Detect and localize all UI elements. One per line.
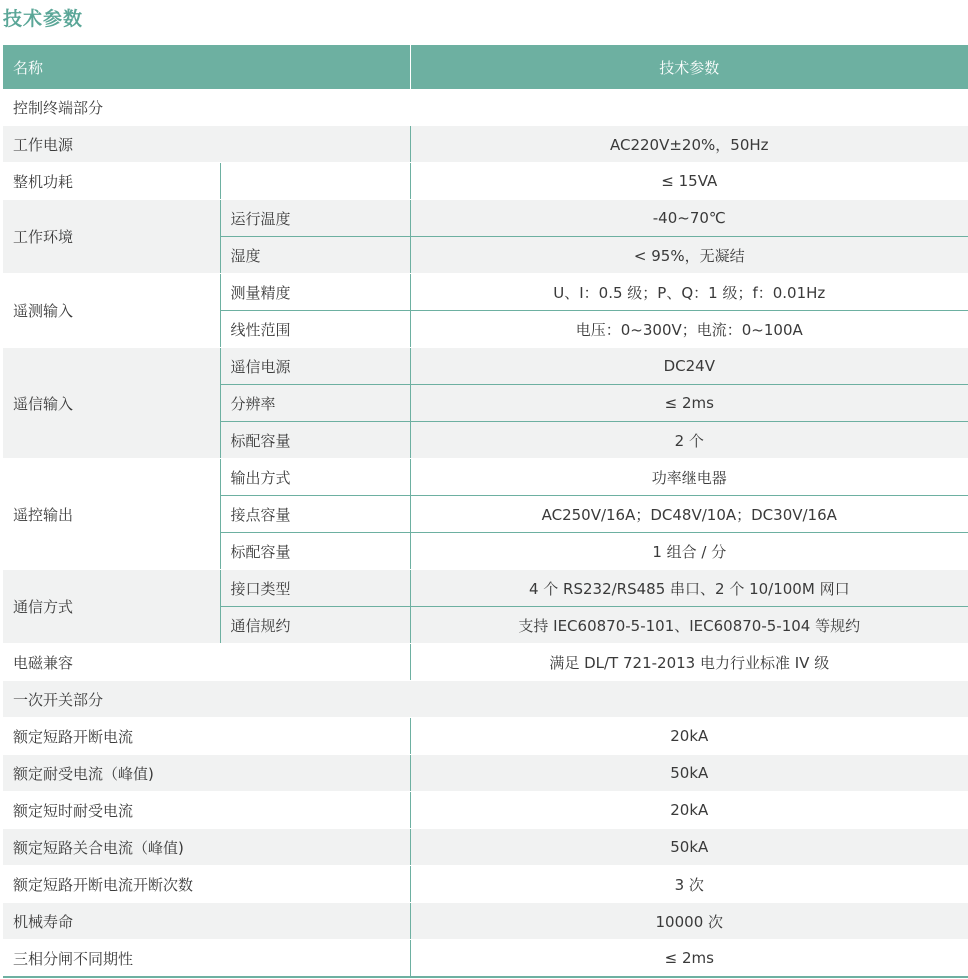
row-name: 额定短路开断电流 <box>3 718 410 755</box>
row-value: 电压：0~300V；电流：0~100A <box>410 311 968 348</box>
table-row <box>3 940 968 978</box>
table-row <box>3 348 968 385</box>
section-title-control: 控制终端部分 <box>3 89 968 126</box>
row-value: 20kA <box>410 718 968 755</box>
row-value: AC220V±20%，50Hz <box>410 126 968 163</box>
row-name: 整机功耗 <box>3 163 220 200</box>
section-title-switch: 一次开关部分 <box>3 681 968 718</box>
row-value: 10000 次 <box>410 903 968 940</box>
row-sub: 线性范围 <box>220 311 410 348</box>
row-value: 功率继电器 <box>410 459 968 496</box>
row-value: ≤ 2ms <box>410 940 968 978</box>
table-row <box>3 570 968 607</box>
group-name: 遥信输入 <box>3 348 220 459</box>
table-row <box>3 459 968 496</box>
row-value: 50kA <box>410 829 968 866</box>
table-row <box>3 755 968 792</box>
row-sub: 分辨率 <box>220 385 410 422</box>
row-value: -40~70℃ <box>410 200 968 237</box>
row-name: 三相分闸不同期性 <box>3 940 410 978</box>
row-sub-empty <box>220 163 410 200</box>
row-sub: 接口类型 <box>220 570 410 607</box>
table-row <box>3 163 968 200</box>
table-row <box>3 644 968 681</box>
table-header-row <box>3 45 968 89</box>
row-sub: 测量精度 <box>220 274 410 311</box>
row-sub: 标配容量 <box>220 422 410 459</box>
row-value: 4 个 RS232/RS485 串口、2 个 10/100M 网口 <box>410 570 968 607</box>
row-sub: 接点容量 <box>220 496 410 533</box>
row-value: 3 次 <box>410 866 968 903</box>
row-sub: 湿度 <box>220 237 410 274</box>
table-row <box>3 200 968 237</box>
group-name: 遥测输入 <box>3 274 220 348</box>
table-row <box>3 866 968 903</box>
row-value: 50kA <box>410 755 968 792</box>
table-row <box>3 792 968 829</box>
spec-table <box>3 45 968 978</box>
row-name: 工作电源 <box>3 126 410 163</box>
group-name: 遥控输出 <box>3 459 220 570</box>
group-name: 通信方式 <box>3 570 220 644</box>
table-row <box>3 274 968 311</box>
section-row <box>3 681 968 718</box>
row-value: U、I：0.5 级；P、Q：1 级；f：0.01Hz <box>410 274 968 311</box>
row-sub: 遥信电源 <box>220 348 410 385</box>
row-name: 机械寿命 <box>3 903 410 940</box>
row-name: 额定短时耐受电流 <box>3 792 410 829</box>
table-row <box>3 718 968 755</box>
row-sub: 通信规约 <box>220 607 410 644</box>
row-value: 2 个 <box>410 422 968 459</box>
row-value: 满足 DL/T 721-2013 电力行业标准 IV 级 <box>410 644 968 681</box>
row-value: 20kA <box>410 792 968 829</box>
row-value: 1 组合 / 分 <box>410 533 968 570</box>
row-name: 电磁兼容 <box>3 644 410 681</box>
group-name: 工作环境 <box>3 200 220 274</box>
table-row <box>3 126 968 163</box>
row-value: DC24V <box>410 348 968 385</box>
row-sub: 运行温度 <box>220 200 410 237</box>
row-value: ≤ 2ms <box>410 385 968 422</box>
row-name: 额定耐受电流（峰值) <box>3 755 410 792</box>
row-value: ≤ 15VA <box>410 163 968 200</box>
row-sub: 输出方式 <box>220 459 410 496</box>
table-row <box>3 829 968 866</box>
table-row <box>3 903 968 940</box>
page-title: 技术参数 <box>3 8 84 30</box>
row-value: AC250V/16A；DC48V/10A；DC30V/16A <box>410 496 968 533</box>
row-value: 支持 IEC60870-5-101、IEC60870-5-104 等规约 <box>410 607 968 644</box>
header-name: 名称 <box>3 45 410 89</box>
header-value: 技术参数 <box>410 45 968 89</box>
row-name: 额定短路开断电流开断次数 <box>3 866 410 903</box>
row-sub: 标配容量 <box>220 533 410 570</box>
row-value: < 95%，无凝结 <box>410 237 968 274</box>
section-row <box>3 89 968 126</box>
row-name: 额定短路关合电流（峰值) <box>3 829 410 866</box>
